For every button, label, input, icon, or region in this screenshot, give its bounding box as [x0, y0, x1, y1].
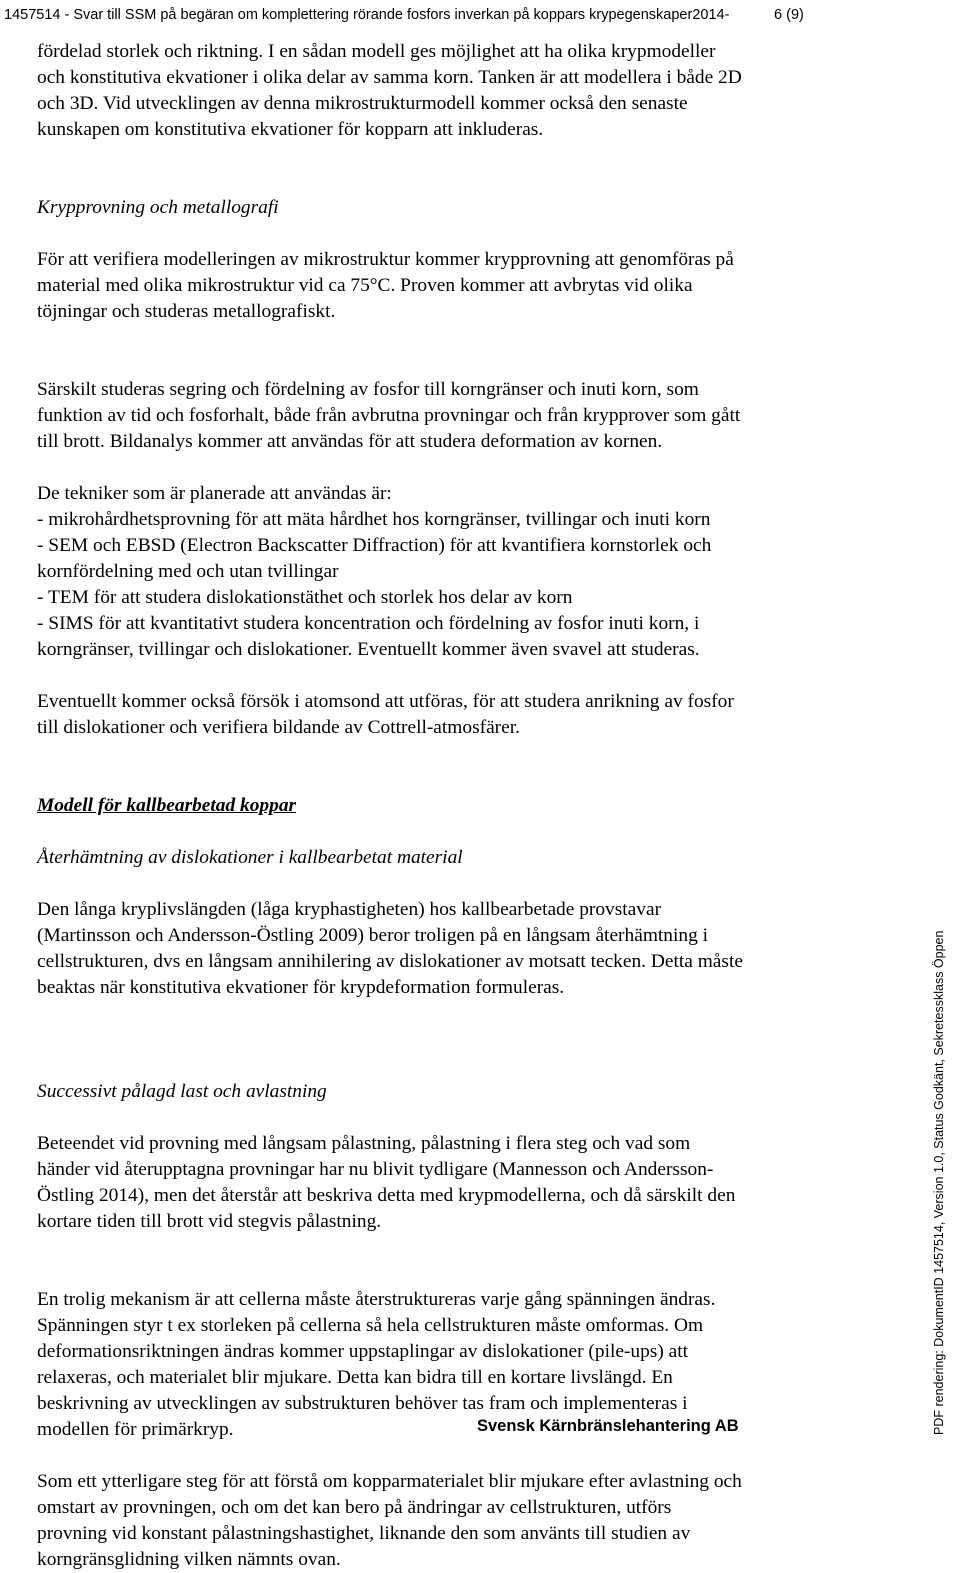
- paragraph-techniques: De tekniker som är planerade att användas är: - mikrohårdhetsprovning för att mäta hårdhet hos korngränser, tvillingar och inuti korn - SEM och EBSD (Electron Backscatter Diffraction) för att kvantifiera kornstorlek och kornfördelning med och utan tvillingar - TEM för att studera dislokationstäthet och storlek hos delar av korn - SIMS för att kvantitativt studera koncentration och fördelning av fosfor inuti korn, i korngränser, tvillingar och dislokationer. Eventuellt kommer även svavel att studeras.: [37, 483, 712, 660]
- heading-krypprovning: Krypprovning och metallografi: [37, 197, 279, 218]
- footer-company: Svensk Kärnbränslehantering AB: [477, 1417, 739, 1435]
- paragraph-verification: För att verifiera modelleringen av mikrostruktur kommer krypprovning att genomföras på material med olika mikrostruktur vid ca 75°C. Proven kommer att avbrytas vid olika töjningar och studeras metallografiskt.: [37, 249, 734, 322]
- paragraph-mechanism: En trolig mekanism är att cellerna måste återstruktureras varje gång spänningen ändras. Spänningen styr t ex storleken på cellerna så hela cellstrukturen måste omformas. Om deformationsriktningen ändras kommer uppstaplingar av dislokationer (pile-ups) att relaxeras, och materialet blir mjukare. Detta kan bidra till en kortare livslängd. En beskrivning av utvecklingen av substrukturen behöver tas fram och implementeras i modellen för primärkryp.: [37, 1289, 716, 1440]
- page-header: [4, 6, 804, 24]
- document-title: 1457514 - Svar till SSM på begäran om komplettering rörande fosfors inverkan på koppars krypegenskaper2014-: [4, 7, 730, 23]
- heading-cold-worked-model: Modell för kallbearbetad koppar: [37, 795, 297, 816]
- subheading-recovery: Återhämtning av dislokationer i kallbearbetat material: [37, 847, 463, 868]
- subheading-loading: Successivt pålagd last och avlastning: [37, 1081, 327, 1102]
- page-number: 6 (9): [774, 7, 804, 23]
- pdf-rendering-note: PDF rendering: DokumentID 1457514, Version 1.0, Status Godkänt, Sekretessklass Öppen: [932, 930, 946, 1435]
- paragraph-segregation: Särskilt studeras segring och fördelning av fosfor till korngränser och inuti korn, som funktion av tid och fosforhalt, både från avbrutna provningar och från krypprover som gått till brott. Bildanalys kommer att användas för att studera deformation av kornen.: [37, 379, 741, 452]
- paragraph-atom-probe: Eventuellt kommer också försök i atomsond att utföras, för att studera anrikning av fosfor till dislokationer och verifiera bildande av Cottrell-atmosfärer.: [37, 691, 734, 738]
- paragraph-further-step: Som ett ytterligare steg för att förstå om kopparmaterialet blir mjukare efter avlastning och omstart av provningen, och om det kan bero på ändringar av cellstrukturen, utförs provning vid konstant pålastningshastighet, liknande den som använts till studien av korngränsglidning vilken nämnts ovan.: [37, 1471, 742, 1570]
- paragraph-model-description: fördelad storlek och riktning. I en sådan modell ges möjlighet att ha olika krypmodeller och konstitutiva ekvationer i olika delar av samma korn. Tanken är att modellera i både 2D och 3D. Vid utvecklingen av denna mikrostrukturmodell kommer också den senaste kunskapen om konstitutiva ekvationer för kopparn att inkluderas.: [37, 41, 742, 140]
- document-body: [37, 39, 879, 1573]
- section-loading: [37, 1053, 879, 1261]
- section-krypprovning: [37, 169, 879, 351]
- paragraph-creep-life: Den långa kryplivslängden (låga kryphastigheten) hos kallbearbetade provstavar (Martinsson och Andersson-Östling 2009) beror troligen på en långsam återhämtning i cellstrukturen, dvs en långsam annihilering av dislokationer av motsatt tecken. Detta måste beaktas när konstitutiva ekvationer för krypdeformation formuleras.: [37, 899, 743, 998]
- paragraph-loading-behaviour: Beteendet vid provning med långsam pålastning, pålastning i flera steg och vad som händer vid återupptagna provningar har nu blivit tydligare (Mannesson och Andersson- Östling 2014), men det återstår att beskriva detta med krypmodellerna, och då särskilt den kortare tiden till brott vid stegvis pålastning.: [37, 1133, 736, 1232]
- section-cold-worked-model: [37, 767, 879, 1027]
